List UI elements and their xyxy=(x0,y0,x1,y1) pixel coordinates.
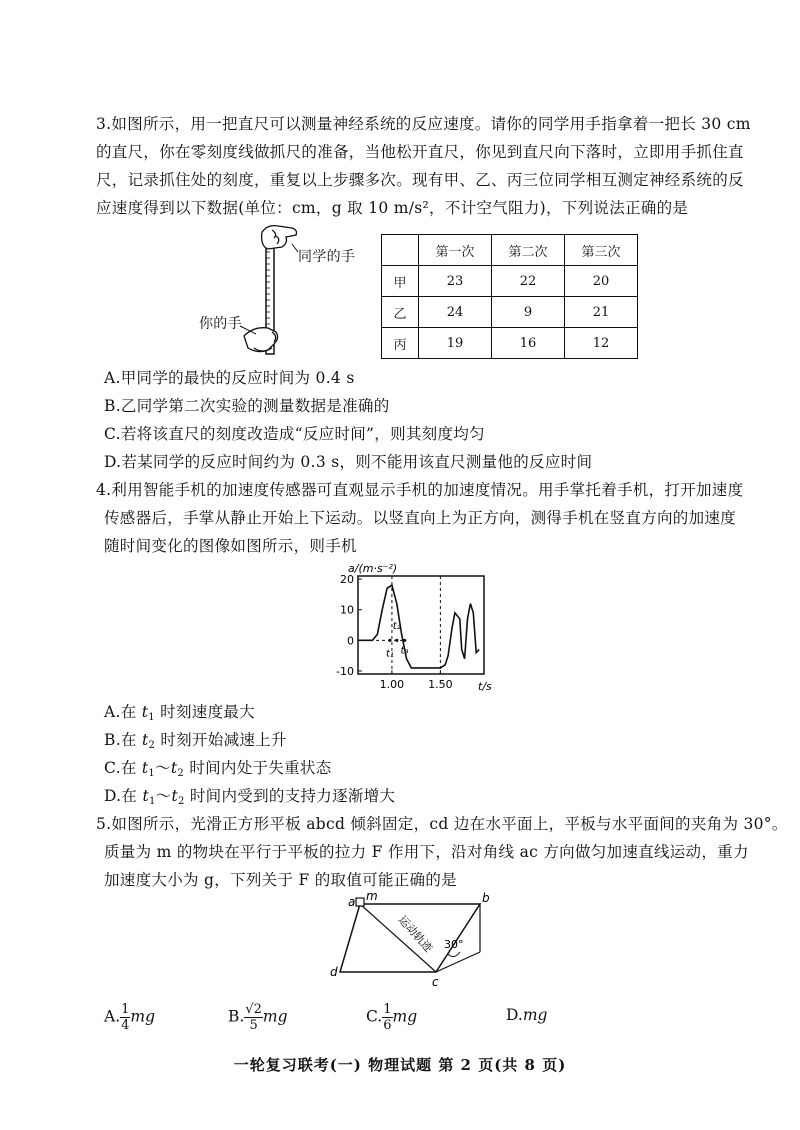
table-row xyxy=(382,297,638,328)
table-cell: 19 xyxy=(419,328,492,359)
top-hand-icon xyxy=(262,226,297,249)
reaction-data-table xyxy=(381,234,638,359)
table-header-cell: 第二次 xyxy=(492,235,565,266)
table-cell: 20 xyxy=(565,266,638,297)
block-m xyxy=(356,898,364,906)
option-rest: 时间内受到的支持力逐渐增大 xyxy=(184,787,396,805)
option-rest: 时间内处于失重状态 xyxy=(184,759,332,777)
table-cell: 22 xyxy=(492,266,565,297)
track-label: 运动轨迹 xyxy=(395,913,435,955)
q5-stem-line-2: 质量为 m 的物块在平行于平板的拉力 F 作用下，沿对角线 ac 方向做匀加速直线运动，重力 xyxy=(104,843,749,861)
q5-option-d[interactable] xyxy=(506,1006,547,1024)
fraction xyxy=(382,1002,392,1033)
table-header-cell: 第三次 xyxy=(565,235,638,266)
q5-option-c[interactable] xyxy=(366,1002,417,1033)
angle-label: 30° xyxy=(444,938,464,951)
table-header-row xyxy=(382,235,638,266)
q3-option-d[interactable]: D.若某同学的反应时间约为 0.3 s，则不能用该直尺测量他的反应时间 xyxy=(104,453,593,471)
time-point-dot xyxy=(403,639,406,642)
option-var: t xyxy=(170,759,178,777)
q3-option-a[interactable]: A.甲同学的最快的反应时间为 0.4 s xyxy=(104,369,355,387)
y-tick-label: -10 xyxy=(336,664,354,678)
option-prefix: B.在 xyxy=(104,731,142,749)
time-point-label: t₁ xyxy=(386,648,394,660)
option-tail: mg xyxy=(130,1007,156,1026)
q5-option-b[interactable] xyxy=(228,1002,288,1033)
classmate-hand-label: 同学的手 xyxy=(298,249,356,265)
option-sub: 1 xyxy=(148,796,156,807)
option-tail: mg xyxy=(262,1007,288,1026)
x-tick-label: 1.00 xyxy=(379,678,405,691)
q5-stem-line-1: 5.如图所示，光滑正方形平板 abcd 倾斜固定，cd 边在水平面上，平板与水平面间的夹角为 30°。 xyxy=(96,815,788,833)
time-point-label: t₂ xyxy=(392,621,401,633)
option-sub: 2 xyxy=(177,768,185,779)
option-sub: 1 xyxy=(148,712,155,723)
vertex-a-label: a xyxy=(348,895,356,909)
y-tick-label: 10 xyxy=(340,603,354,617)
option-tail: mg xyxy=(522,1006,548,1024)
numerator: 1 xyxy=(383,1002,392,1017)
table-cell: 23 xyxy=(419,266,492,297)
option-mid: ～ xyxy=(155,759,171,777)
q3-option-b[interactable]: B.乙同学第二次实验的测量数据是准确的 xyxy=(104,397,390,415)
denominator: 5 xyxy=(249,1018,258,1033)
q4-option-b[interactable] xyxy=(104,728,287,751)
table-row xyxy=(382,266,638,297)
table-row-header: 甲 xyxy=(382,266,419,297)
option-mid: ～ xyxy=(155,787,172,805)
option-var: t xyxy=(142,787,149,805)
option-prefix: C.在 xyxy=(104,759,142,777)
table-cell: 16 xyxy=(492,328,565,359)
time-point-label: t₃ xyxy=(400,645,409,657)
y-axis-label: a/(m·s⁻²) xyxy=(348,562,398,575)
q4-option-c[interactable] xyxy=(104,756,332,779)
option-rest: 时刻速度最大 xyxy=(154,703,255,721)
ruler-figure xyxy=(196,222,356,362)
inclined-plate-figure xyxy=(330,890,510,990)
numerator: 1 xyxy=(121,1002,130,1017)
q4-stem-line-1: 4.利用智能手机的加速度传感器可直观显示手机的加速度情况。用手掌托着手机，打开加速度 xyxy=(96,481,744,499)
angle-arc xyxy=(448,952,460,957)
q4-option-a[interactable] xyxy=(104,700,255,723)
time-point-dot xyxy=(388,639,391,642)
table-cell: 24 xyxy=(419,297,492,328)
option-sub: 2 xyxy=(148,740,156,751)
x-tick-label: 1.50 xyxy=(428,678,453,691)
option-label: D. xyxy=(506,1006,523,1024)
table-row xyxy=(382,328,638,359)
y-tick-label: 20 xyxy=(340,573,354,587)
option-var: t xyxy=(171,787,178,805)
option-label: B. xyxy=(228,1007,245,1026)
vertex-c-label: c xyxy=(432,975,439,989)
q4-stem-line-3: 随时间变化的图像如图所示，则手机 xyxy=(104,537,357,555)
denominator: 4 xyxy=(121,1018,130,1033)
page-footer: 一轮复习联考(一) 物理试题 第 2 页(共 8 页) xyxy=(233,1056,567,1074)
numerator: √2 xyxy=(245,1002,262,1017)
option-var: t xyxy=(141,759,149,777)
table-cell: 12 xyxy=(565,328,638,359)
option-label: C. xyxy=(366,1007,383,1026)
fraction xyxy=(120,1002,130,1033)
q5-option-a[interactable] xyxy=(104,1002,155,1033)
q3-option-c[interactable]: C.若将该直尺的刻度改造成“反应时间”，则其刻度均匀 xyxy=(104,425,485,443)
denominator: 6 xyxy=(383,1018,392,1033)
option-sub: 1 xyxy=(148,768,156,779)
option-prefix: D.在 xyxy=(104,787,143,805)
vertex-b-label: b xyxy=(482,891,490,905)
vertex-d-label: d xyxy=(330,965,338,979)
your-hand-label: 你的手 xyxy=(199,316,242,332)
q3-stem-line-3: 尺，记录抓住处的刻度，重复以上步骤多次。现有甲、乙、丙三位同学相互测定神经系统的反 xyxy=(96,171,744,189)
option-sub: 2 xyxy=(177,796,185,807)
option-label: A. xyxy=(104,1007,121,1026)
q4-stem-line-2: 传感器后，手掌从静止开始上下运动。以竖直向上为正方向，测得手机在竖直方向的加速度 xyxy=(104,509,737,527)
option-tail: mg xyxy=(392,1007,418,1026)
acceleration-series-line xyxy=(358,585,479,668)
mass-label: m xyxy=(366,890,378,903)
fraction xyxy=(244,1002,263,1033)
y-tick-label: 0 xyxy=(347,634,354,648)
option-prefix: A.在 xyxy=(104,703,142,721)
table-cell: 9 xyxy=(492,297,565,328)
option-rest: 时刻开始减速上升 xyxy=(155,731,287,749)
q4-option-d[interactable] xyxy=(104,784,395,807)
option-var: t xyxy=(141,731,149,749)
table-corner-cell xyxy=(382,235,419,266)
q3-stem-line-4: 应速度得到以下数据(单位：cm，g 取 10 m/s²，不计空气阻力)，下列说法正确的是 xyxy=(96,199,689,217)
option-var: t xyxy=(141,703,149,721)
x-axis-label: t/s xyxy=(478,680,492,693)
time-point-dot xyxy=(395,639,398,642)
q5-stem-line-3: 加速度大小为 g，下列关于 F 的取值可能正确的是 xyxy=(104,871,457,889)
q3-stem-line-1: 3.如图所示，用一把直尺可以测量神经系统的反应速度。请你的同学用手指拿着一把长 30 cm xyxy=(96,115,751,133)
table-header-cell: 第一次 xyxy=(419,235,492,266)
table-cell: 21 xyxy=(565,297,638,328)
q3-stem-line-2: 的直尺，你在零刻度线做抓尺的准备，当他松开直尺，你见到直尺向下落时，立即用手抓住直 xyxy=(96,143,744,161)
table-row-header: 乙 xyxy=(382,297,419,328)
chart-frame xyxy=(358,576,484,674)
acceleration-chart xyxy=(320,558,500,698)
table-row-header: 丙 xyxy=(382,328,419,359)
